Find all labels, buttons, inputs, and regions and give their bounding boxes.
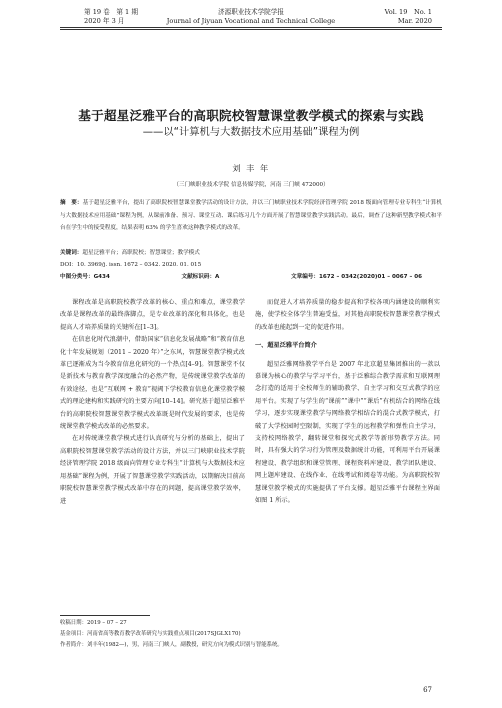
classification-row xyxy=(60,273,442,282)
author-affiliation: （三门峡职业技术学院 信息传媒学院，河南 三门峡 472000） xyxy=(173,182,329,188)
body-paragraph: 而促进人才培养质量的稳步提高和学校各项内涵建设的顺利实施，使学校全体学生普遍受益，对其他高职院校智慧课堂教学模式的改革也能起到一定的促进作用。 xyxy=(255,299,440,331)
volume-issue: 第 19 卷 第 1 期 xyxy=(84,8,138,16)
header-right xyxy=(385,8,432,26)
journal-name-en: Journal of Jiyuan Vocational and Technical College xyxy=(166,17,336,25)
body-column-right xyxy=(255,297,440,508)
body-paragraph: 在对传统课堂教学模式进行认真研究与分析的基础上，提出了高职院校智慧课堂教学活动的设计方法，并以三门峡职业技术学院经济管理学院 2018 级面向管理专业专科生“计算机与大数据技术应用基础”课程为例，开展了智慧课堂教学实践活动，以期解决目前高职院校智慧课堂教学模式改革中存在的问题，提高课堂教学效率，进 xyxy=(60,435,245,505)
keywords-text: 超星泛雅平台；高职院校；智慧课堂；教学模式 xyxy=(82,250,200,256)
paper-title: 基于超星泛雅平台的高职院校智慧课堂教学模式的探索与实践 xyxy=(78,108,424,123)
section-heading: 一、超星泛雅平台简介 xyxy=(255,342,317,350)
keywords xyxy=(60,249,442,258)
journal-name-cn: 济源职业技术学院学报 xyxy=(218,8,284,16)
abstract-text: 基于超星泛雅平台，提出了高职院校智慧课堂教学活动的设计方法，并以三门峡职业技术学院经济管理学院 2018 级面向管理专业专科生“计算机与大数据技术应用基础”课程为例，从课前准备、预习、课堂互动、课后练习几个方面开展了智慧课堂教学实践活动。最后，调查了这种新型教学模式和平台在学生中的接受程度，结果表明 63% 的学生喜欢这种教学模式的改革。 xyxy=(60,200,442,232)
page-number: 67 xyxy=(423,686,432,694)
page-header xyxy=(0,8,502,34)
issue-date-en: Mar. 2020 xyxy=(397,17,432,25)
paper-subtitle: ——以“计算机与大数据技术应用基础”课程为例 xyxy=(142,126,360,138)
abstract-label: 摘 要： xyxy=(60,200,83,206)
volume-issue-en: Vol. 19 No. 1 xyxy=(384,8,432,16)
article-number: 文章编号：1672 – 0342(2020)01 – 0067 – 06 xyxy=(291,274,422,280)
body-paragraph: 课程改革是高职院校教学改革的核心、重点和难点，课堂教学改革是课程改革的最终落脚点，是专业改革的深化和具体化，也是提高人才培养质量的关键所在[1–3]。 xyxy=(60,299,245,331)
issue-date: 2020 年 3 月 xyxy=(84,17,125,25)
footnote-received: 收稿日期：2019 – 07 – 27 xyxy=(60,620,127,626)
doi: DOI：10. 3969/j. issn. 1672 – 0342. 2020. 01. 015 xyxy=(60,262,202,268)
body-column-left xyxy=(60,297,245,508)
header-rule-thick xyxy=(60,27,442,28)
clc-number: 中图分类号：G434 xyxy=(60,274,110,280)
header-rule-thin xyxy=(60,29,442,30)
author-name: 刘 丰 年 xyxy=(232,163,270,173)
abstract xyxy=(60,197,442,235)
keywords-label: 关键词： xyxy=(60,250,83,256)
document-code: 文献标识码：A xyxy=(181,274,220,280)
footnote-rule xyxy=(60,615,150,616)
footnote-fund: 基金项目：河南省高等教育教学改革研究与实践重点项目(2017SJGLX170) xyxy=(60,631,241,637)
footnote-author-bio: 作者简介：刘丰年(1982—)，男，河南三门峡人，副教授，研究方向为模式识别与智能系统。 xyxy=(60,642,283,648)
body-paragraph: 超星泛雅网络教学平台是 2007 年北京超星集团推出的一款以慕课为核心的教学与学习平台，基于泛雅综合教学需求和互联网理念打造的适用于全校师生的辅助教学、自主学习和交互式教学的应用平台。实现了与学生的“课前”“课中”“课后”有机结合的网络在线学习，逐步实现课堂教学与网络教学相结合的混合式教学模式，打破了大学校园时空限制，实现了学生的远程教学和弹性自主学习，支持校网络教学，翻转课堂和探究式教学等新形势教学方法。同时，具有强大的学习行为管理及数据统计功能，可利用平台开展课程建设、教学组织和课堂管理、课程资料库建设、教学团队建设、网上题库建设、在线作业、在线考试和阅卷等功能。为高职院校智慧课堂教学模式的实施提供了平台支撑。超星泛雅平台课程主界面如图 1 所示。 xyxy=(255,360,440,505)
body-paragraph: 在信息化时代浪潮中，借助国家“信息化发展战略”和“教育信息化十年发展规划（2011 – 2020 年）”之东风，智慧课堂教学模式改革已逐渐成为当今教育信息化研究的一个热点[4–9]。智慧课堂不仅是新技术与教育教学深度融合的必然产物，是传统课堂教学改革的有效途径，也是“互联网 + 教育”视阈下学校教育信息化课堂教学模式的理论建构和实践研究的主要方向[10–14]。研究基于超星泛雅平台的高职院校智慧课堂教学模式改革既是时代发展的要求，也是传统课堂教学模式改革的必然要求。 xyxy=(60,336,245,431)
